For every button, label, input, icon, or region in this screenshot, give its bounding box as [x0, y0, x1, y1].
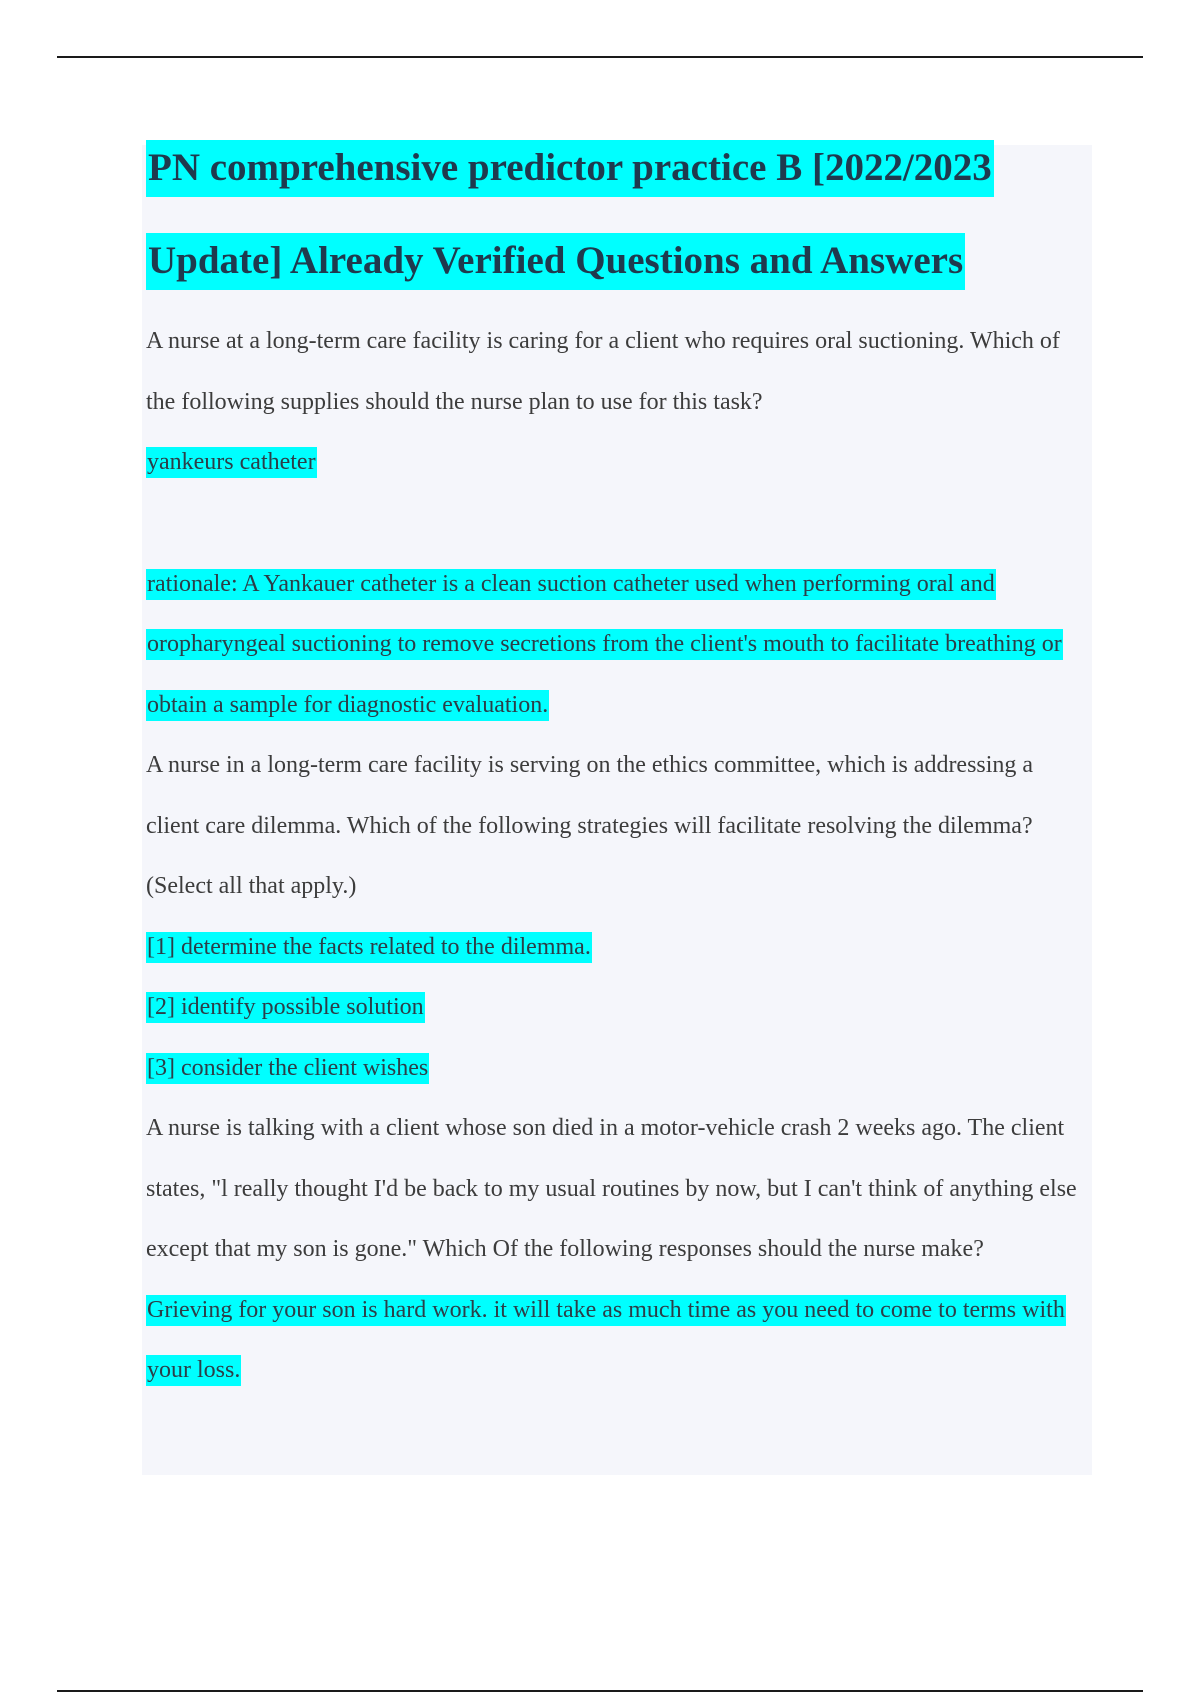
answer-2-3 — [146, 1038, 1092, 1099]
bottom-rule — [57, 1690, 1143, 1692]
answer-2-2 — [146, 977, 1092, 1038]
question-3: A nurse is talking with a client whose son died in a motor-vehicle crash 2 weeks ago. The client states, "l really thought I'd be back to my usual routines by now, but I can't think of anything else except that my son is gone." Which Of the following responses should the nurse make? — [146, 1115, 1077, 1262]
title-highlight: PN comprehensive predictor practice B [2022/2023 Update] Already Verified Questions and Answers — [146, 140, 994, 290]
rationale-1-highlight: rationale: A Yankauer catheter is a clean suction catheter used when performing oral and oropharyngeal suctioning to remove secretions from the client's mouth to facilitate breathing or obtain a sample for diagnostic evaluation. — [146, 569, 1063, 721]
answer-2-3-highlight: [3] consider the client wishes — [146, 1053, 429, 1084]
document-title — [146, 121, 1092, 307]
question-1: A nurse at a long-term care facility is caring for a client who requires oral suctioning. Which of the following supplies should the nurse plan to use for this task? — [146, 328, 1060, 415]
answer-2-1 — [146, 917, 1092, 978]
answer-3-highlight: Grieving for your son is hard work. it will take as much time as you need to come to terms with your loss. — [146, 1295, 1066, 1387]
question-2: A nurse in a long-term care facility is serving on the ethics committee, which is addressing a client care dilemma. Which of the following strategies will facilitate resolving the dilemma? (Select all that apply.) — [146, 752, 1034, 899]
spacer — [146, 493, 1092, 554]
answer-2-1-highlight: [1] determine the facts related to the dilemma. — [146, 932, 592, 963]
answer-1 — [146, 432, 1092, 493]
top-rule — [57, 56, 1143, 58]
answer-1-highlight: yankeurs catheter — [146, 447, 317, 478]
answer-2-2-highlight: [2] identify possible solution — [146, 992, 425, 1023]
answer-3 — [146, 1280, 1092, 1401]
rationale-1 — [146, 554, 1092, 736]
document-content — [142, 145, 1092, 1475]
